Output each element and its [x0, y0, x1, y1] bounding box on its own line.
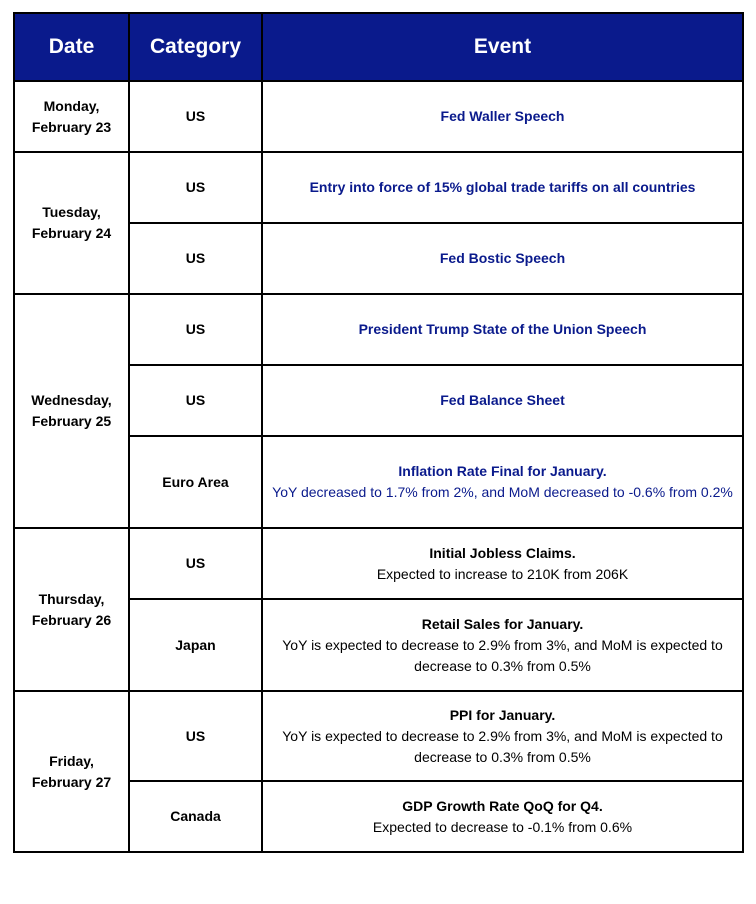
table-row [14, 691, 743, 781]
event-cell [262, 81, 743, 152]
event-title: Retail Sales for January. [421, 615, 584, 632]
date-day: February 27 [31, 773, 112, 790]
event-title: GDP Growth Rate QoQ for Q4. [402, 797, 603, 814]
event-cell [262, 528, 743, 599]
header-row [14, 13, 743, 81]
date-day: February 24 [31, 225, 112, 241]
category-cell: US [129, 223, 262, 294]
category-cell: Canada [129, 781, 262, 852]
header-category: Category [129, 13, 262, 81]
event-title: President Trump State of the Union Speech [358, 321, 647, 337]
category-cell: US [129, 365, 262, 436]
event-detail: Expected to increase to 210K from 206K [376, 565, 629, 582]
event-title: PPI for January. [449, 706, 556, 723]
header-event: Event [262, 13, 743, 81]
date-day: February 26 [31, 611, 112, 628]
event-title: Initial Jobless Claims. [429, 544, 576, 561]
calendar-table [13, 12, 744, 853]
category-cell: Japan [129, 599, 262, 691]
event-detail: YoY decreased to 1.7% from 2%, and MoM decreased to -0.6% from 0.2% [272, 484, 733, 500]
table-row [14, 528, 743, 599]
event-cell [262, 365, 743, 436]
date-cell [14, 528, 129, 691]
date-weekday: Friday, [49, 752, 94, 769]
event-detail: Expected to decrease to -0.1% from 0.6% [372, 818, 633, 835]
category-cell: US [129, 294, 262, 365]
event-cell [262, 436, 743, 528]
event-cell [262, 691, 743, 781]
event-title: Fed Balance Sheet [440, 392, 565, 408]
event-detail: YoY is expected to decrease to 2.9% from 3%, and MoM is expected to decrease to 0.3% from 0.5% [282, 636, 723, 674]
category-cell: Euro Area [129, 436, 262, 528]
date-day: February 25 [31, 413, 112, 429]
event-cell [262, 599, 743, 691]
date-cell [14, 691, 129, 852]
date-cell [14, 81, 129, 152]
table-row [14, 294, 743, 365]
category-cell: US [129, 152, 262, 223]
event-title: Fed Bostic Speech [439, 250, 566, 266]
header-date: Date [14, 13, 129, 81]
date-day: February 23 [31, 118, 112, 135]
event-cell [262, 294, 743, 365]
category-cell: US [129, 691, 262, 781]
date-cell [14, 152, 129, 294]
category-cell: US [129, 528, 262, 599]
event-cell [262, 223, 743, 294]
event-cell [262, 152, 743, 223]
date-weekday: Monday, [43, 97, 100, 114]
event-detail: YoY is expected to decrease to 2.9% from 3%, and MoM is expected to decrease to 0.3% from 0.5% [282, 727, 723, 765]
date-weekday: Thursday, [38, 590, 105, 607]
date-weekday: Wednesday, [31, 392, 112, 408]
date-cell [14, 294, 129, 528]
table-row [14, 81, 743, 152]
event-cell [262, 781, 743, 852]
date-weekday: Tuesday, [42, 204, 101, 220]
economic-calendar [13, 12, 742, 853]
event-title: Entry into force of 15% global trade tariffs on all countries [309, 179, 696, 195]
category-cell: US [129, 81, 262, 152]
event-title: Fed Waller Speech [440, 108, 565, 124]
event-title: Inflation Rate Final for January. [398, 463, 607, 479]
table-row [14, 152, 743, 223]
